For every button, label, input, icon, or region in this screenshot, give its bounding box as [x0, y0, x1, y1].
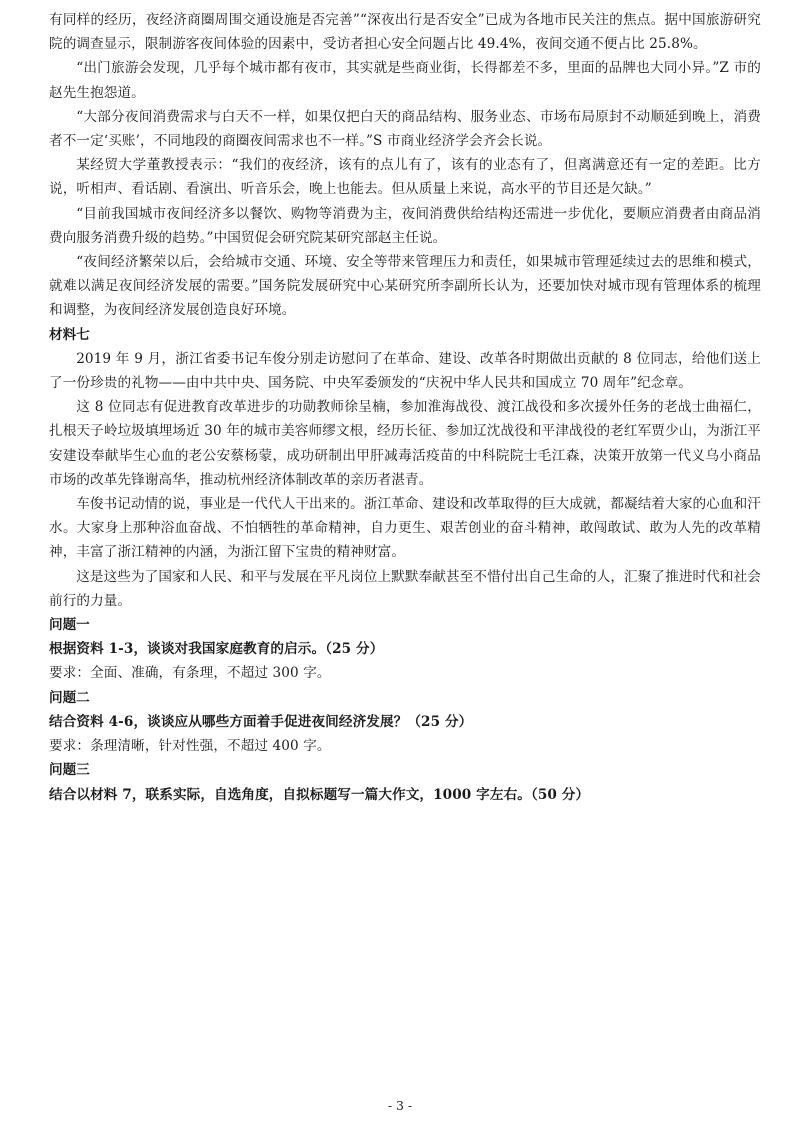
- question3-prompt: 结合以材料 7，联系实际，自选角度，自拟标题写一篇大作文，1000 字左右。（50 分）: [49, 786, 590, 803]
- question2-heading: 问题二: [49, 689, 90, 706]
- paragraph-night-market-complaint: “出门旅游会发现，几乎每个城市都有夜市，其实就是些商业街，长得都差不多，里面的品牌也大同小异。”Z 市的赵先生抱怨道。: [49, 60, 761, 101]
- paragraph-professor-comment: 某经贸大学董教授表示：“我们的夜经济，该有的点儿有了，该有的业态有了，但离满意还有一定的差距。比方说，听相声、看话剧、看演出、听音乐会，晚上也能去。但从质量上来说，高水平的节目还是欠缺。”: [49, 157, 761, 198]
- question1-requirement: 要求：全面、准确，有条理，不超过 300 字。: [49, 665, 331, 682]
- material7-heading: 材料七: [49, 326, 90, 343]
- material7-paragraph: 2019 年 9 月，浙江省委书记车俊分别走访慰问了在革命、建设、改革各时期做出贡献的 8 位同志，给他们送上了一份珍贵的礼物——由中共中央、国务院、中央军委颁发的“庆祝中华人民共和国成立 70 周年”纪念章。: [49, 350, 761, 392]
- question1-prompt: 根据资料 1-3，谈谈对我国家庭教育的启示。（25 分）: [49, 641, 384, 658]
- question1-heading: 问题一: [49, 617, 90, 634]
- paragraph-consumer-demand: “大部分夜间消费需求与白天不一样，如果仅把白天的商品结构、服务业态、市场布局原封不动顺延到晚上，消费者不一定‘买账’，不同地段的商圈夜间需求也不一样。”S 市商业经济学会齐会长说。: [49, 108, 761, 150]
- question2-requirement: 要求：条理清晰，针对性强，不超过 400 字。: [49, 738, 331, 755]
- document-body: [49, 8, 761, 807]
- paragraph-night-economy-safety: 有同样的经历，夜经济商圈周围交通设施是否完善”“深夜出行是否安全”已成为各地市民关注的焦点。据中国旅游研究院的调查显示，限制游客夜间体验的因素中，受访者担心安全问题占比 49.4%，夜间交通不便占比 25.8%。: [49, 12, 761, 53]
- material7-paragraph: 这是这些为了国家和人民、和平与发展在平凡岗位上默默奉献甚至不惜付出自己生命的人，汇聚了推进时代和社会前行的力量。: [49, 568, 761, 609]
- question3-heading: 问题三: [49, 762, 90, 779]
- paragraph-city-management: “夜间经济繁荣以后，会给城市交通、环境、安全等带来管理压力和责任，如果城市管理延续过去的思维和模式，就难以满足夜间经济发展的需要。”国务院发展研究中心某研究所李副所长认为，还要加快对城市现有管理体系的梳理和调整，为夜间经济发展创造良好环境。: [49, 254, 761, 319]
- material7-paragraph: 车俊书记动情的说，事业是一代代人干出来的。浙江革命、建设和改革取得的巨大成就，都凝结着大家的心血和汗水。大家身上那种浴血奋战、不怕牺牲的革命精神，自力更生、艰苦创业的奋斗精神，敢闯敢试、敢为人先的改革精神，丰富了浙江精神的内涵，为浙江留下宝贵的精神财富。: [49, 496, 761, 561]
- page-number: - 3 -: [387, 1098, 413, 1113]
- paragraph-consumption-structure: “目前我国城市夜间经济多以餐饮、购物等消费为主，夜间消费供给结构还需进一步优化，要顺应消费者由商品消费向服务消费升级的趋势。”中国贸促会研究院某研究部赵主任说。: [49, 205, 761, 246]
- question2-prompt: 结合资料 4-6，谈谈应从哪些方面着手促进夜间经济发展？（25 分）: [49, 713, 473, 730]
- material7-paragraph: 这 8 位同志有促进教育改革进步的功勋教师徐呈楠，参加淮海战役、渡江战役和多次援外任务的老战士曲福仁，扎根天子岭垃圾填埋场近 30 年的城市美容师缪文根，经历长征、参加辽沈战役和平津战役的老红军贾少山，为浙江平安建设奉献毕生心血的老公安蔡杨蒙，成功研制出甲肝减毒活疫苗的中科院院士毛江森，决策开放第一代义乌小商品市场的改革先锋谢高华，推动杭州经济体制改革的亲历者湛青。: [49, 399, 761, 488]
